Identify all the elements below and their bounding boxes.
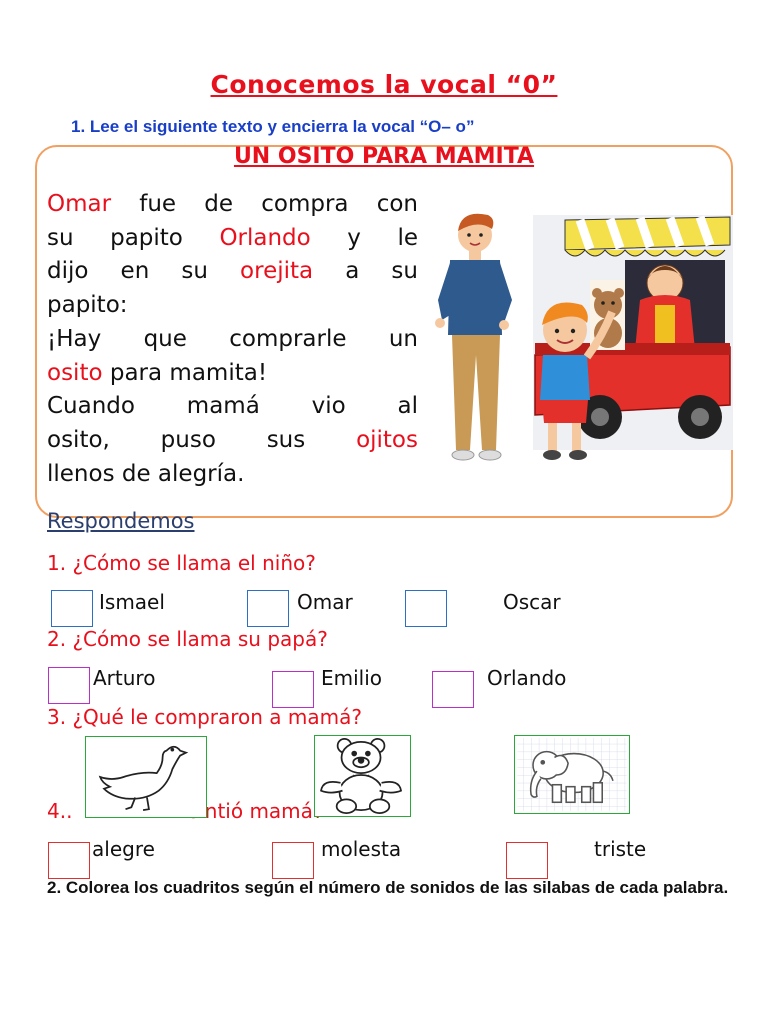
story-fragment: osito, puso sus bbox=[47, 426, 357, 453]
word-orlando: Orlando bbox=[219, 224, 311, 251]
duck-icon bbox=[100, 747, 186, 810]
story-illustration bbox=[430, 205, 735, 475]
question-3: 3. ¿Qué le compraron a mamá? bbox=[47, 705, 362, 729]
instruction-1: 1. Lee el siguiente texto y encierra la vocal “O– o” bbox=[71, 117, 475, 136]
checkbox-ismael[interactable] bbox=[51, 590, 93, 627]
word-orejita: orejita bbox=[240, 258, 314, 285]
option-triste: triste bbox=[594, 837, 647, 861]
awning-icon bbox=[565, 217, 730, 256]
story-fragment: para mamita! bbox=[102, 359, 268, 386]
story-text bbox=[47, 188, 418, 491]
father-icon bbox=[435, 214, 512, 460]
checkbox-orlando[interactable] bbox=[432, 671, 474, 708]
checkbox-emilio[interactable] bbox=[272, 671, 314, 708]
page-title: Conocemos la vocal “0” bbox=[210, 70, 558, 99]
teddy-bear-picture[interactable] bbox=[314, 735, 411, 817]
word-osito: osito bbox=[47, 359, 103, 386]
story-line-1 bbox=[47, 188, 418, 222]
option-omar: Omar bbox=[297, 590, 353, 614]
checkbox-molesta[interactable] bbox=[272, 842, 314, 879]
option-arturo: Arturo bbox=[93, 666, 156, 690]
story-line-7: Cuando mamá vio al bbox=[47, 393, 418, 420]
story-fragment: dijo en su bbox=[47, 258, 241, 285]
story-line-8 bbox=[47, 424, 418, 458]
checkbox-arturo[interactable] bbox=[48, 667, 90, 704]
option-orlando: Orlando bbox=[487, 666, 567, 690]
story-line-9: llenos de alegría. bbox=[47, 460, 245, 487]
checkbox-omar[interactable] bbox=[247, 590, 289, 627]
option-molesta: molesta bbox=[321, 837, 402, 861]
option-oscar: Oscar bbox=[503, 590, 561, 614]
story-line-5: ¡Hay que comprarle un bbox=[47, 325, 418, 352]
teddy-bear-outline-icon bbox=[321, 739, 401, 813]
story-fragment: y le bbox=[310, 224, 418, 251]
story-line-3 bbox=[47, 255, 418, 289]
word-ojitos: ojitos bbox=[356, 426, 418, 453]
story-title: UN OSITO PARA MAMITA bbox=[233, 144, 535, 169]
story-line-4: papito: bbox=[47, 292, 128, 319]
word-omar: Omar bbox=[47, 191, 112, 217]
elephant-picture[interactable] bbox=[514, 735, 630, 814]
duck-picture[interactable] bbox=[85, 736, 207, 818]
checkbox-oscar[interactable] bbox=[405, 590, 447, 627]
story-line-2 bbox=[47, 222, 418, 256]
story-fragment: a su bbox=[313, 258, 418, 285]
question-4-text: sintió mamá? bbox=[188, 799, 324, 823]
question-4-number: 4.. bbox=[47, 799, 79, 823]
story-fragment: su papito bbox=[47, 224, 220, 251]
option-emilio: Emilio bbox=[321, 666, 383, 690]
question-2: 2. ¿Cómo se llama su papá? bbox=[47, 627, 328, 651]
question-1: 1. ¿Cómo se llama el niño? bbox=[47, 551, 316, 575]
checkbox-alegre[interactable] bbox=[48, 842, 90, 879]
checkbox-triste[interactable] bbox=[506, 842, 548, 879]
story-line-6 bbox=[47, 357, 418, 391]
respond-heading: Respondemos bbox=[47, 509, 195, 533]
option-ismael: Ismael bbox=[99, 590, 165, 614]
instruction-2: 2. Colorea los cuadritos según el número de sonidos de las silabas de cada palabra. bbox=[47, 878, 729, 897]
option-alegre: alegre bbox=[92, 837, 155, 861]
story-fragment: fue de compra con bbox=[111, 191, 418, 217]
